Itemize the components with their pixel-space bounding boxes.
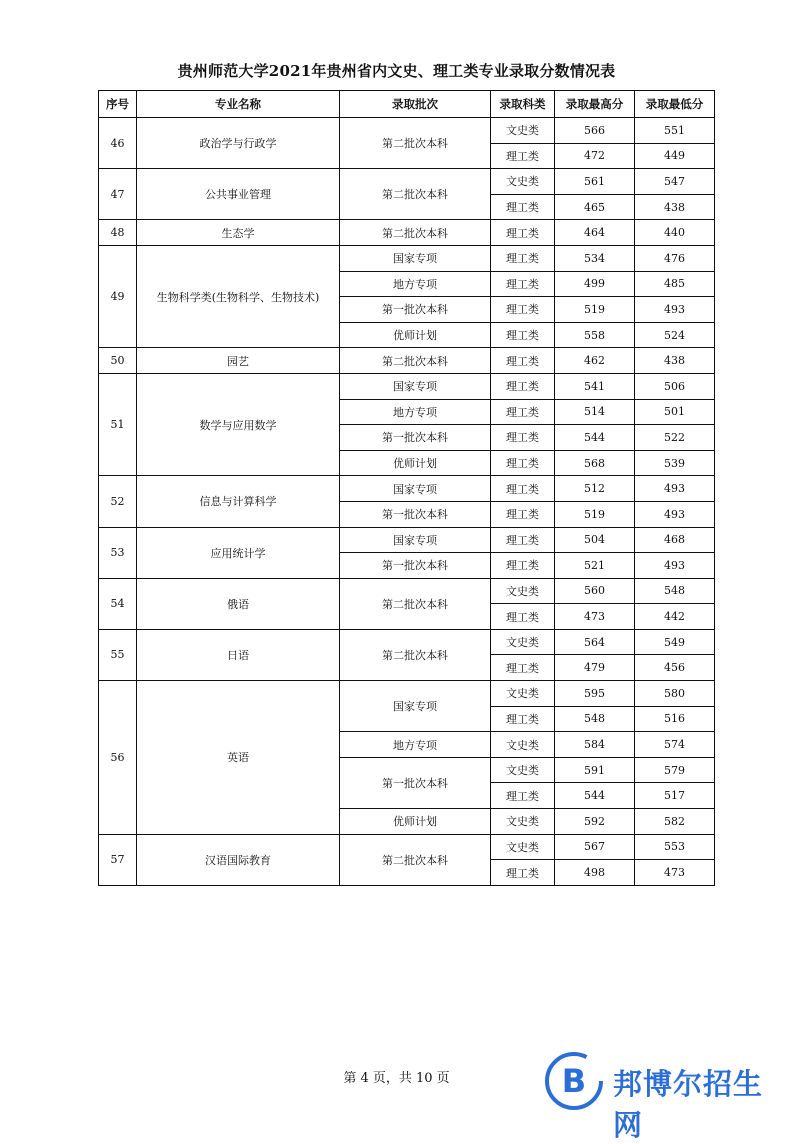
min-score-cell: 440	[635, 220, 715, 246]
serial-cell: 48	[99, 220, 137, 246]
major-name-cell: 政治学与行政学	[137, 118, 340, 169]
max-score-cell: 568	[555, 450, 635, 476]
header-serial: 序号	[99, 91, 137, 118]
max-score-cell: 462	[555, 348, 635, 374]
batch-cell: 第二批次本科	[340, 629, 491, 680]
batch-cell: 国家专项	[340, 527, 491, 553]
max-score-cell: 498	[555, 860, 635, 886]
category-cell: 理工类	[491, 501, 555, 527]
category-cell: 文史类	[491, 169, 555, 195]
watermark-b-icon	[543, 1050, 605, 1112]
table-row	[99, 169, 715, 195]
min-score-cell: 456	[635, 655, 715, 681]
max-score-cell: 479	[555, 655, 635, 681]
category-cell: 文史类	[491, 578, 555, 604]
serial-cell: 53	[99, 527, 137, 578]
min-score-cell: 449	[635, 143, 715, 169]
max-score-cell: 519	[555, 501, 635, 527]
major-name-cell: 汉语国际教育	[137, 834, 340, 885]
table-row	[99, 373, 715, 399]
serial-cell: 47	[99, 169, 137, 220]
min-score-cell: 553	[635, 834, 715, 860]
min-score-cell: 506	[635, 373, 715, 399]
major-name-cell: 园艺	[137, 348, 340, 374]
page-footer: 第 4 页，共 10 页	[343, 1071, 450, 1086]
category-cell: 理工类	[491, 655, 555, 681]
max-score-cell: 558	[555, 322, 635, 348]
min-score-cell: 524	[635, 322, 715, 348]
max-score-cell: 548	[555, 706, 635, 732]
batch-cell: 优师计划	[340, 450, 491, 476]
table-row	[99, 118, 715, 144]
max-score-cell: 519	[555, 297, 635, 323]
batch-cell: 国家专项	[340, 373, 491, 399]
min-score-cell: 522	[635, 425, 715, 451]
batch-cell: 国家专项	[340, 245, 491, 271]
serial-cell: 57	[99, 834, 137, 885]
min-score-cell: 493	[635, 476, 715, 502]
category-cell: 理工类	[491, 271, 555, 297]
table-row	[99, 220, 715, 246]
admission-score-table	[98, 90, 715, 886]
major-name-cell: 俄语	[137, 578, 340, 629]
max-score-cell: 567	[555, 834, 635, 860]
category-cell: 理工类	[491, 245, 555, 271]
min-score-cell: 549	[635, 629, 715, 655]
serial-cell: 52	[99, 476, 137, 527]
header-category: 录取科类	[491, 91, 555, 118]
batch-cell: 第二批次本科	[340, 118, 491, 169]
serial-cell: 51	[99, 373, 137, 475]
min-score-cell: 548	[635, 578, 715, 604]
document-title: 贵州师范大学2021年贵州省内文史、理工类专业录取分数情况表	[177, 62, 616, 80]
category-cell: 理工类	[491, 860, 555, 886]
table-row	[99, 527, 715, 553]
category-cell: 理工类	[491, 450, 555, 476]
batch-cell: 优师计划	[340, 322, 491, 348]
batch-cell: 第二批次本科	[340, 348, 491, 374]
batch-cell: 第一批次本科	[340, 501, 491, 527]
min-score-cell: 442	[635, 604, 715, 630]
min-score-cell: 468	[635, 527, 715, 553]
min-score-cell: 517	[635, 783, 715, 809]
major-name-cell: 应用统计学	[137, 527, 340, 578]
table-row	[99, 629, 715, 655]
batch-cell: 地方专项	[340, 271, 491, 297]
category-cell: 文史类	[491, 834, 555, 860]
watermark-text: 邦博尔招生网	[613, 1067, 764, 1142]
header-max-score: 录取最高分	[555, 91, 635, 118]
batch-cell: 地方专项	[340, 399, 491, 425]
category-cell: 理工类	[491, 476, 555, 502]
min-score-cell: 493	[635, 553, 715, 579]
batch-cell: 国家专项	[340, 476, 491, 502]
min-score-cell: 579	[635, 757, 715, 783]
serial-cell: 56	[99, 681, 137, 835]
max-score-cell: 592	[555, 809, 635, 835]
min-score-cell: 438	[635, 194, 715, 220]
min-score-cell: 485	[635, 271, 715, 297]
serial-cell: 49	[99, 245, 137, 347]
min-score-cell: 582	[635, 809, 715, 835]
min-score-cell: 539	[635, 450, 715, 476]
max-score-cell: 564	[555, 629, 635, 655]
header-min-score: 录取最低分	[635, 91, 715, 118]
major-name-cell: 数学与应用数学	[137, 373, 340, 475]
min-score-cell: 493	[635, 297, 715, 323]
serial-cell: 55	[99, 629, 137, 680]
batch-cell: 优师计划	[340, 809, 491, 835]
batch-cell: 第一批次本科	[340, 425, 491, 451]
category-cell: 文史类	[491, 629, 555, 655]
max-score-cell: 541	[555, 373, 635, 399]
batch-cell: 第二批次本科	[340, 169, 491, 220]
category-cell: 理工类	[491, 527, 555, 553]
min-score-cell: 574	[635, 732, 715, 758]
max-score-cell: 561	[555, 169, 635, 195]
min-score-cell: 473	[635, 860, 715, 886]
max-score-cell: 544	[555, 783, 635, 809]
category-cell: 文史类	[491, 732, 555, 758]
table-row	[99, 348, 715, 374]
min-score-cell: 501	[635, 399, 715, 425]
min-score-cell: 516	[635, 706, 715, 732]
category-cell: 文史类	[491, 118, 555, 144]
major-name-cell: 英语	[137, 681, 340, 835]
min-score-cell: 438	[635, 348, 715, 374]
table-body	[99, 118, 715, 886]
major-name-cell: 信息与计算科学	[137, 476, 340, 527]
category-cell: 文史类	[491, 757, 555, 783]
table-header-row	[99, 91, 715, 118]
max-score-cell: 544	[555, 425, 635, 451]
batch-cell: 第一批次本科	[340, 297, 491, 323]
max-score-cell: 472	[555, 143, 635, 169]
category-cell: 理工类	[491, 143, 555, 169]
watermark-logo-letter: B	[561, 1062, 587, 1100]
batch-cell: 国家专项	[340, 681, 491, 732]
major-name-cell: 公共事业管理	[137, 169, 340, 220]
min-score-cell: 493	[635, 501, 715, 527]
batch-cell: 地方专项	[340, 732, 491, 758]
max-score-cell: 584	[555, 732, 635, 758]
category-cell: 理工类	[491, 604, 555, 630]
category-cell: 理工类	[491, 297, 555, 323]
category-cell: 文史类	[491, 809, 555, 835]
max-score-cell: 499	[555, 271, 635, 297]
batch-cell: 第二批次本科	[340, 220, 491, 246]
category-cell: 理工类	[491, 706, 555, 732]
watermark-logo	[543, 1050, 783, 1142]
category-cell: 理工类	[491, 194, 555, 220]
category-cell: 理工类	[491, 399, 555, 425]
min-score-cell: 547	[635, 169, 715, 195]
min-score-cell: 551	[635, 118, 715, 144]
category-cell: 理工类	[491, 348, 555, 374]
batch-cell: 第一批次本科	[340, 757, 491, 808]
category-cell: 文史类	[491, 681, 555, 707]
table-row	[99, 834, 715, 860]
min-score-cell: 580	[635, 681, 715, 707]
header-batch: 录取批次	[340, 91, 491, 118]
max-score-cell: 464	[555, 220, 635, 246]
table-row	[99, 681, 715, 707]
max-score-cell: 566	[555, 118, 635, 144]
max-score-cell: 504	[555, 527, 635, 553]
serial-cell: 50	[99, 348, 137, 374]
serial-cell: 54	[99, 578, 137, 629]
max-score-cell: 473	[555, 604, 635, 630]
category-cell: 理工类	[491, 553, 555, 579]
max-score-cell: 514	[555, 399, 635, 425]
min-score-cell: 476	[635, 245, 715, 271]
max-score-cell: 591	[555, 757, 635, 783]
max-score-cell: 560	[555, 578, 635, 604]
major-name-cell: 生物科学类(生物科学、生物技术)	[137, 245, 340, 347]
table-row	[99, 476, 715, 502]
major-name-cell: 日语	[137, 629, 340, 680]
header-major-name: 专业名称	[137, 91, 340, 118]
max-score-cell: 465	[555, 194, 635, 220]
major-name-cell: 生态学	[137, 220, 340, 246]
batch-cell: 第二批次本科	[340, 578, 491, 629]
category-cell: 理工类	[491, 425, 555, 451]
table-row	[99, 245, 715, 271]
batch-cell: 第一批次本科	[340, 553, 491, 579]
category-cell: 理工类	[491, 373, 555, 399]
category-cell: 理工类	[491, 783, 555, 809]
category-cell: 理工类	[491, 322, 555, 348]
category-cell: 理工类	[491, 220, 555, 246]
batch-cell: 第二批次本科	[340, 834, 491, 885]
max-score-cell: 521	[555, 553, 635, 579]
table-row	[99, 578, 715, 604]
max-score-cell: 534	[555, 245, 635, 271]
max-score-cell: 512	[555, 476, 635, 502]
max-score-cell: 595	[555, 681, 635, 707]
serial-cell: 46	[99, 118, 137, 169]
